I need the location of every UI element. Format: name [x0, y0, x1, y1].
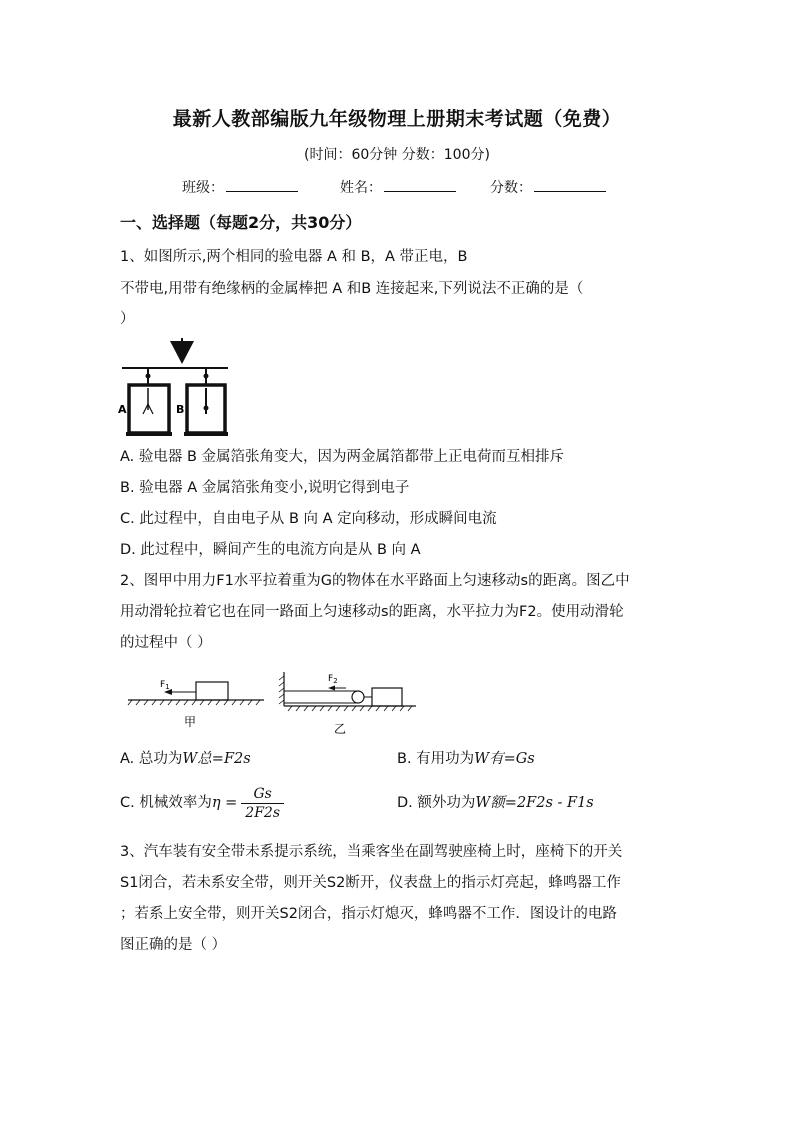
figure-yi	[276, 668, 420, 738]
formula-extra-work: W额=2F2s - F1s	[475, 795, 594, 811]
force-label: $F_1$	[160, 680, 170, 691]
eta-symbol: η =	[211, 795, 238, 811]
q1-stem-line1: 1、如图所示,两个相同的验电器 A 和 B，A 带正电，B	[120, 249, 468, 265]
score-field	[490, 177, 606, 197]
q2-option-c[interactable]: C. 机械效率为η = $\frac{Gs}{2F2s}$	[120, 782, 284, 824]
formula-useful-work: W有=Gs	[474, 751, 535, 767]
figure-jia-label: 甲	[184, 715, 197, 729]
q1-option-b[interactable]: B. 验电器 A 金属箔张角变小,说明它得到电子	[120, 480, 410, 496]
name-field	[340, 177, 456, 197]
q1-option-c[interactable]: C. 此过程中，自由电子从 B 向 A 定向移动，形成瞬间电流	[120, 511, 497, 527]
block	[196, 682, 228, 700]
q3-stem-line3: ；若系上安全带，则开关S2闭合，指示灯熄灭，蜂鸣器不工作．图设计的电路	[120, 906, 617, 922]
electroscope-a	[126, 368, 172, 436]
q2-stem-line3: 的过程中（ ）	[120, 635, 212, 651]
figure-jia	[126, 672, 266, 732]
figure-label-a: A	[118, 403, 127, 416]
name-label: 姓名：	[340, 180, 382, 196]
q3-stem-line2: S1闭合，若未系安全带，则开关S2断开，仪表盘上的指示灯亮起，蜂鸣器工作	[120, 875, 621, 891]
page-title: 最新人教部编版九年级物理上册期末考试题（免费）	[172, 108, 622, 130]
pulley	[352, 691, 364, 703]
class-label: 班级：	[182, 180, 224, 196]
electroscope-b	[184, 368, 228, 436]
block	[372, 688, 402, 706]
q3-stem-line1: 3、汽车装有安全带未系提示系统，当乘客坐在副驾驶座椅上时，座椅下的开关	[120, 844, 623, 860]
q1-stem-line3: ）	[120, 311, 135, 327]
q1-stem-line2: 不带电,用带有绝缘柄的金属棒把 A 和B 连接起来,下列说法不正确的是（	[120, 281, 584, 297]
insulating-handle	[170, 341, 194, 364]
class-field	[182, 177, 298, 197]
figure-label-b: B	[176, 403, 185, 416]
class-blank[interactable]	[226, 177, 298, 192]
q2-stem-line2: 用动滑轮拉着它也在同一路面上匀速移动s的距离，水平拉力为F2。使用动滑轮	[120, 604, 624, 620]
q2-stem-line1: 2、图甲中用力F1水平拉着重为G的物体在水平路面上匀速移动s的距离。图乙中	[120, 573, 630, 589]
section-heading: 一、选择题（每题2分，共30分）	[120, 213, 362, 232]
name-blank[interactable]	[384, 177, 456, 192]
q2-option-b[interactable]: B. 有用功为W有=Gs	[397, 751, 535, 767]
exam-time-score: (时间：60分钟 分数：100分)	[304, 147, 490, 163]
figure-yi-label: 乙	[334, 722, 347, 736]
q3-stem-line4: 图正确的是（ ）	[120, 937, 227, 953]
electroscope-figure	[118, 338, 230, 438]
q1-option-a[interactable]: A. 验电器 B 金属箔张角变大，因为两金属箔都带上正电荷而互相排斥	[120, 449, 565, 465]
q1-option-d[interactable]: D. 此过程中，瞬间产生的电流方向是从 B 向 A	[120, 542, 421, 558]
efficiency-fraction: $\frac{Gs}{2F2s}$	[241, 785, 284, 822]
q2-option-d[interactable]: D. 额外功为W额=2F2s - F1s	[397, 795, 594, 811]
score-blank[interactable]	[534, 177, 606, 192]
force-label: $F_2$	[328, 674, 338, 685]
score-label: 分数：	[490, 180, 532, 196]
formula-total-work: W总=F2s	[182, 751, 251, 767]
q2-option-a[interactable]: A. 总功为W总=F2s	[120, 751, 251, 767]
